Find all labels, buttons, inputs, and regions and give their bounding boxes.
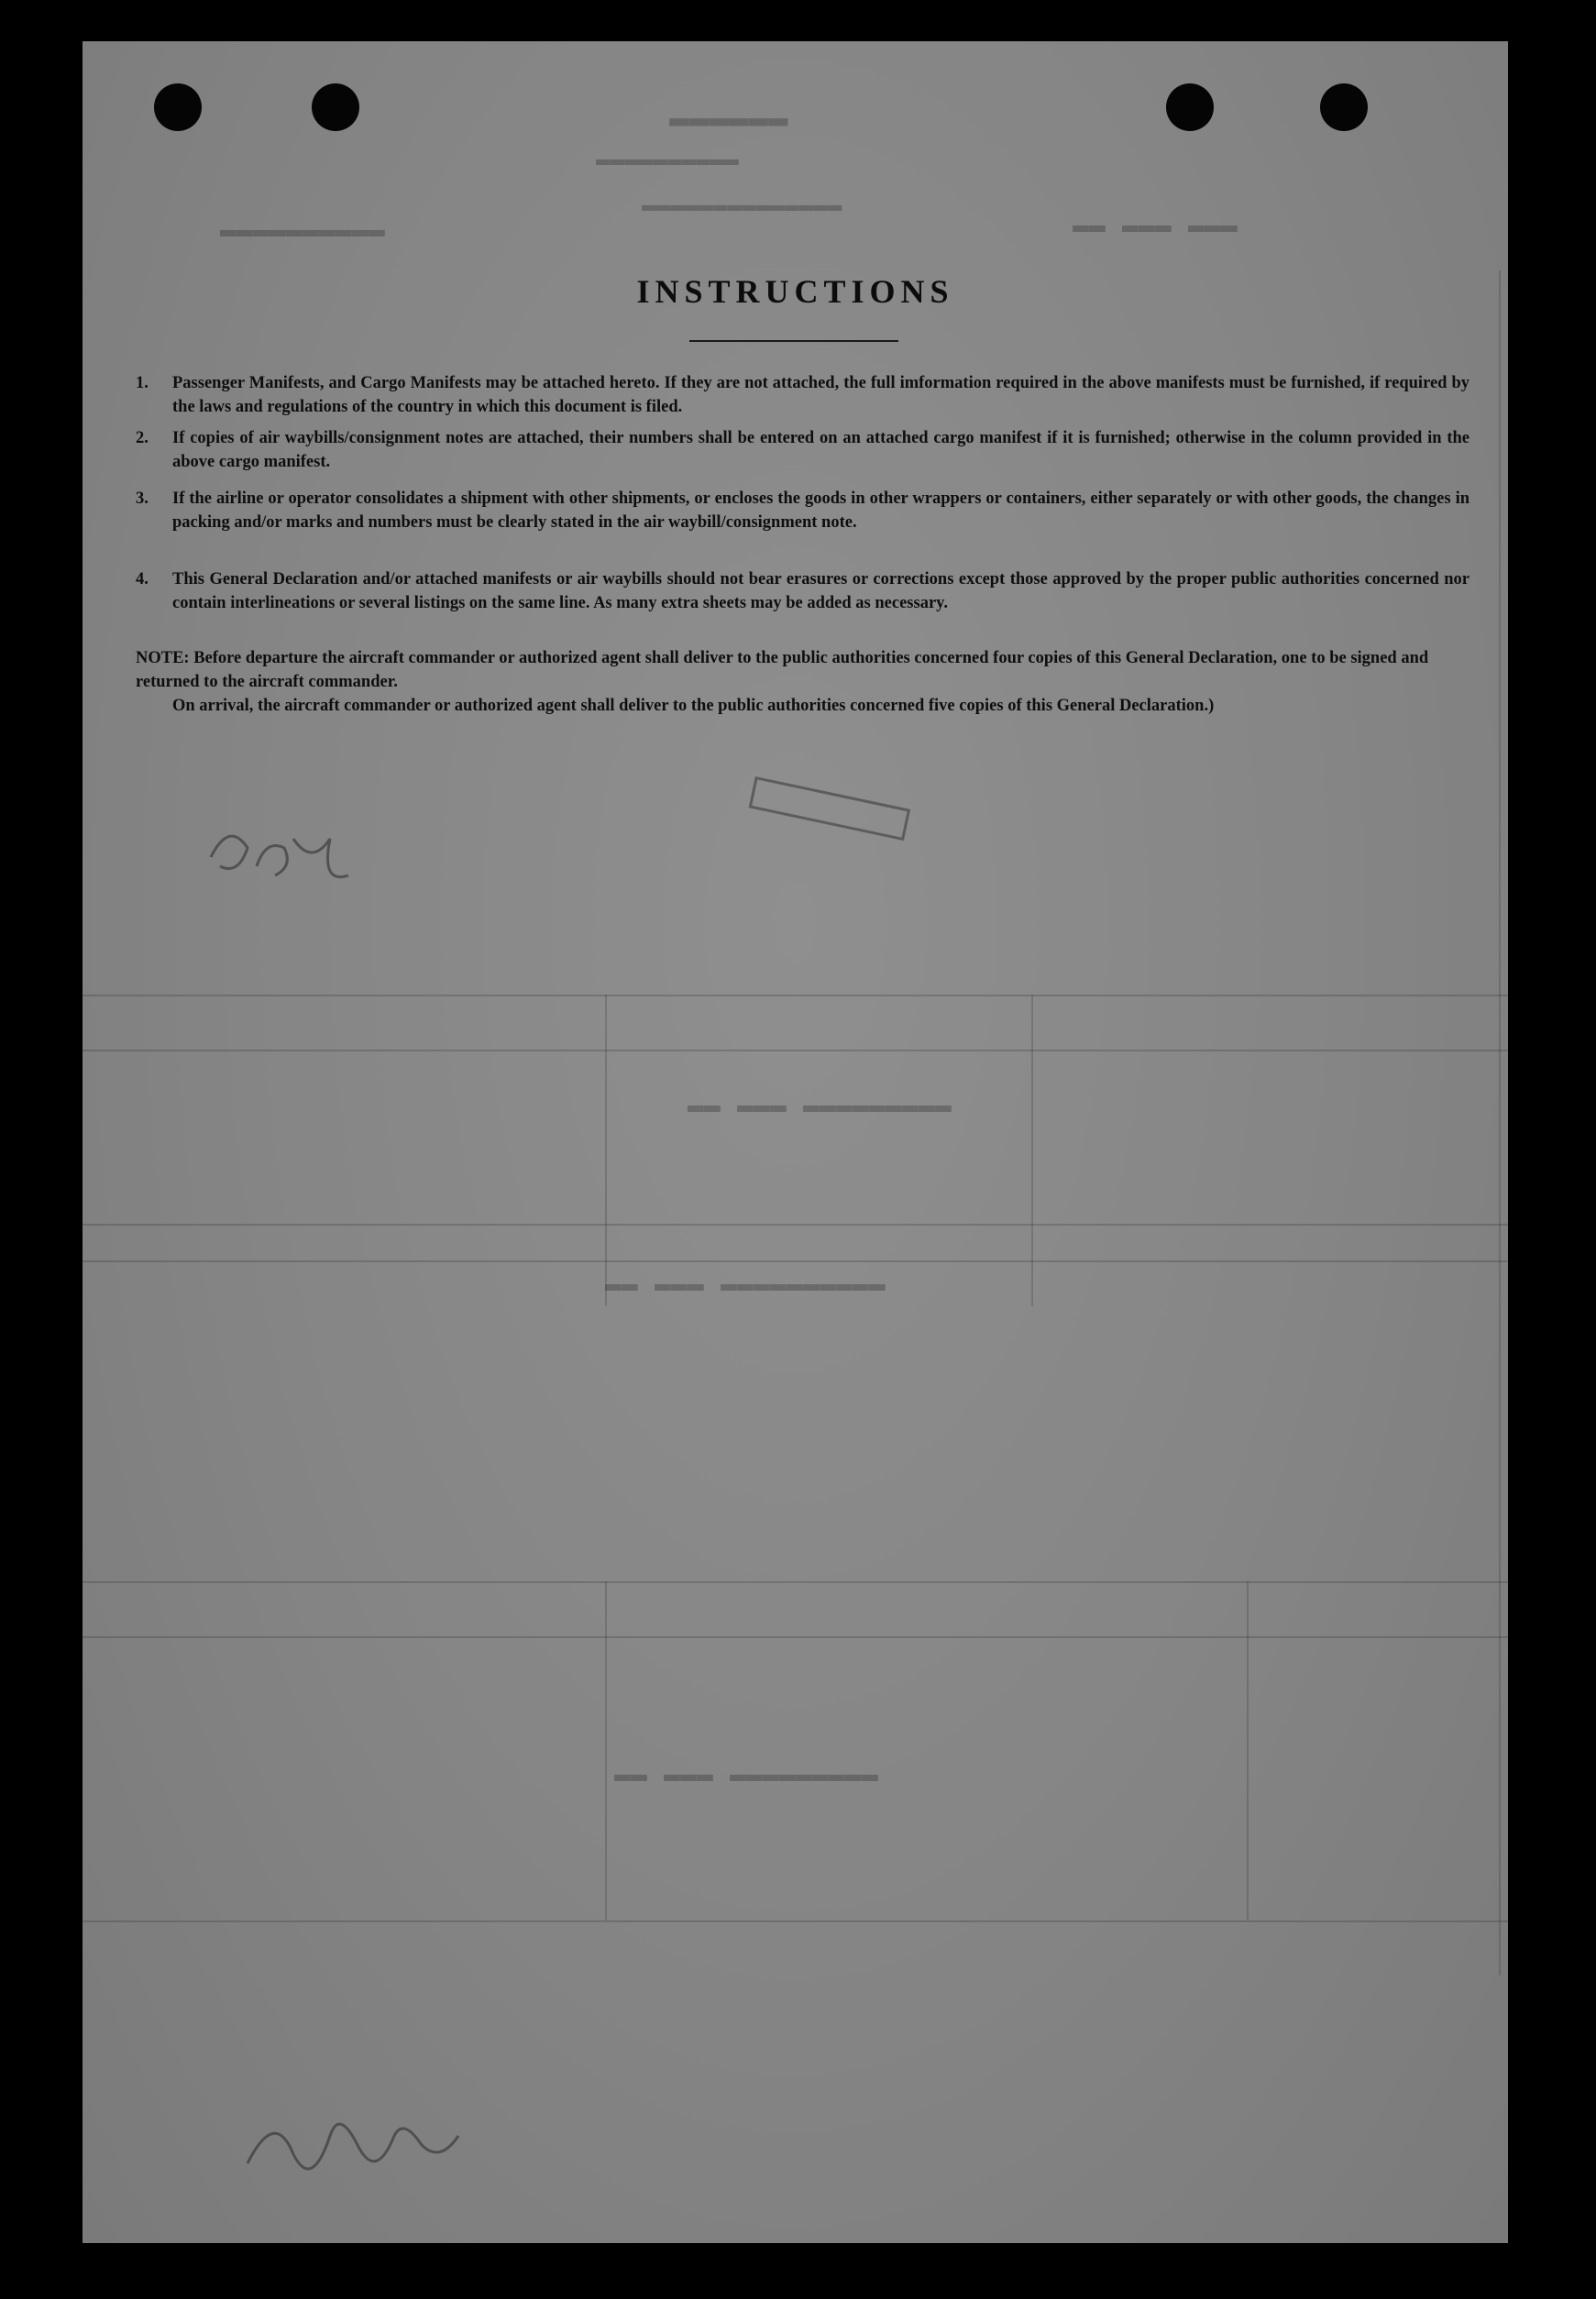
bleed-through-line — [83, 1581, 1508, 1583]
bleed-through-line — [83, 1636, 1508, 1638]
instruction-number: 4. — [136, 570, 149, 588]
title-underline — [689, 340, 898, 342]
bleed-through-line — [83, 995, 1508, 996]
bleed-through-text: ▬▬▬▬▬▬▬▬▬▬▬▬▬▬ — [642, 197, 842, 225]
punch-hole-right-2 — [1320, 83, 1368, 131]
punch-hole-right-1 — [1166, 83, 1214, 131]
instruction-item-1 — [136, 371, 1469, 419]
bleed-through-line — [83, 1224, 1508, 1226]
handwritten-signature — [238, 2108, 477, 2191]
note-block-arrival — [136, 694, 1469, 718]
stamp-mark — [743, 775, 926, 848]
note-label: NOTE: — [136, 649, 190, 667]
bleed-through-line — [605, 1581, 607, 1920]
bleed-through-line — [1247, 1581, 1249, 1920]
instruction-item-3 — [136, 487, 1469, 534]
bleed-through-text: ▬▬▬▬▬▬▬▬▬▬ — [220, 220, 386, 251]
instruction-item-2 — [136, 426, 1469, 474]
note-block — [136, 646, 1469, 694]
instruction-text: If copies of air waybills/consignment notes are attached, their numbers shall be entered on an attached cargo manifest if it is furnished; otherwise in the column provided in the above cargo manifest. — [172, 429, 1469, 471]
bleed-through-text: ▬▬▬▬▬▬▬▬▬▬ — [596, 151, 740, 179]
bleed-through-line — [605, 995, 607, 1306]
punch-hole-left-1 — [154, 83, 202, 131]
document-page — [83, 41, 1508, 2243]
bleed-through-text: ▬▬ ▬▬▬ ▬▬▬▬▬▬▬▬▬ — [688, 1095, 952, 1127]
page-title: INSTRUCTIONS — [636, 273, 954, 310]
bleed-through-text: ▬▬ ▬▬▬ ▬▬▬▬▬▬▬▬▬▬ — [605, 1274, 886, 1305]
instruction-number: 1. — [136, 374, 149, 392]
bleed-through-text: ▬▬▬▬▬▬ — [669, 107, 788, 145]
handwritten-mark — [193, 802, 376, 903]
bleed-through-line — [83, 1260, 1508, 1262]
bleed-through-text: ▬▬ ▬▬▬ ▬▬▬ — [1073, 215, 1238, 247]
instruction-item-4 — [136, 567, 1469, 615]
note-text-arrival: On arrival, the aircraft commander or authorized agent shall deliver to the public authorities concerned five copies of this General Declaration.) — [172, 697, 1215, 715]
bleed-through-line — [1031, 995, 1033, 1306]
instruction-text: Passenger Manifests, and Cargo Manifests may be attached hereto. If they are not attached, the full imformation required in the above manifests must be furnished, if required by the laws and regulations of the country in which this document is filed. — [172, 374, 1469, 416]
bleed-through-line — [1499, 270, 1501, 1975]
punch-hole-left-2 — [312, 83, 359, 131]
instruction-number: 2. — [136, 429, 149, 447]
instruction-number: 3. — [136, 490, 149, 508]
bleed-through-text: ▬▬ ▬▬▬ ▬▬▬▬▬▬▬▬▬ — [614, 1765, 879, 1796]
instruction-text: This General Declaration and/or attached manifests or air waybills should not bear erasures or corrections except those approved by the proper public authorities concerned nor contain interlineations or several listings on the same line. As many extra sheets may be added as necessary. — [172, 570, 1469, 612]
note-text: Before departure the aircraft commander or authorized agent shall deliver to the public authorities concerned four copies of this General Declaration, one to be signed and returned to the aircraft commander. — [136, 649, 1429, 691]
bleed-through-line — [83, 1920, 1508, 1922]
instruction-text: If the airline or operator consolidates a shipment with other shipments, or encloses the goods in other wrappers or containers, either separately or with other goods, the changes in packing and/or marks and numbers must be clearly stated in the air waybill/consignment note. — [172, 490, 1469, 532]
bleed-through-line — [83, 1050, 1508, 1051]
